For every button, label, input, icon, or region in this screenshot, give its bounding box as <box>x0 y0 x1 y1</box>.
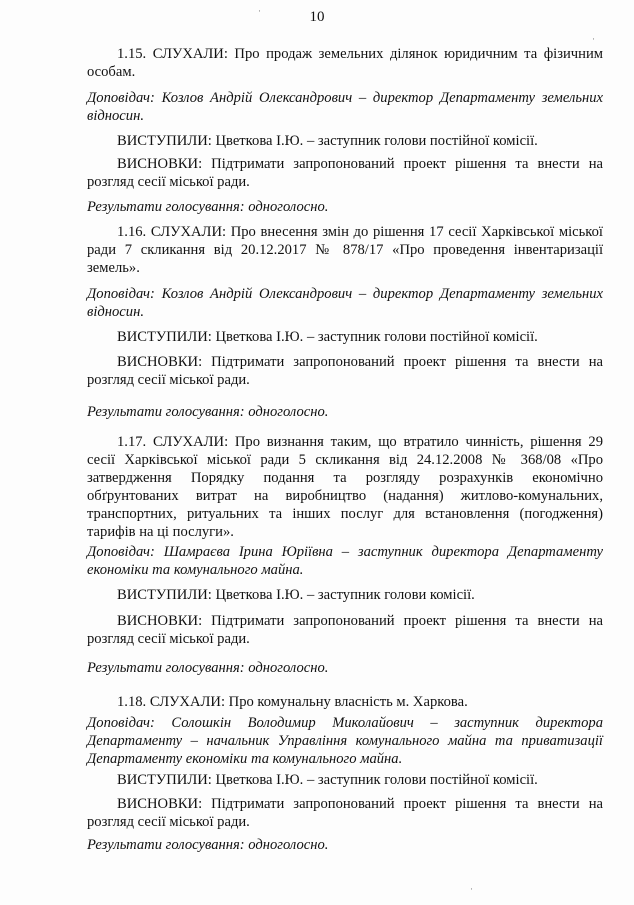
item-1-18-votes: Результати голосування: одноголосно. <box>87 837 329 853</box>
item-1-18-conclusion: ВИСНОВКИ: Підтримати запропонований проект рішення та внести на розгляд сесії міської ради. <box>87 796 603 830</box>
item-1-17-conclusion: ВИСНОВКИ: Підтримати запропонований проект рішення та внести на розгляд сесії міської ради. <box>87 613 603 647</box>
item-1-16-spoke: ВИСТУПИЛИ: Цветкова І.Ю. – заступник голови постійної комісії. <box>117 329 538 345</box>
page-number: 10 <box>309 9 325 25</box>
item-1-16-votes: Результати голосування: одноголосно. <box>87 404 329 420</box>
item-1-17-spoke: ВИСТУПИЛИ: Цветкова І.Ю. – заступник голови комісії. <box>117 587 475 603</box>
scan-speck: · <box>592 34 595 44</box>
scan-speck: · <box>470 884 473 894</box>
item-1-18-spoke: ВИСТУПИЛИ: Цветкова І.Ю. – заступник голови постійної комісії. <box>117 772 538 788</box>
item-1-17-votes: Результати голосування: одноголосно. <box>87 660 329 676</box>
item-1-15-spoke: ВИСТУПИЛИ: Цветкова І.Ю. – заступник голови постійної комісії. <box>117 133 538 149</box>
item-1-17-heard: 1.17. СЛУХАЛИ: Про визнання таким, що втратило чинність, рішення 29 сесії Харківської міської ради 5 скликання від 24.12.2008 № 368/08 «Про затвердження Порядку подання та розгляду розрахунків економічно обґрунтованих витрат на виробництво (надання) житлово-комунальних, транспортних, ритуальних та інших послуг для встановлення (погодження) тарифів на ці послуги». <box>87 434 603 540</box>
item-1-18-speaker: Доповідач: Солошкін Володимир Миколайович – заступник директора Департаменту – начальник Управління комунального майна та приватизації Департаменту економіки та комунального майна. <box>87 715 603 767</box>
item-1-15-heard: 1.15. СЛУХАЛИ: Про продаж земельних ділянок юридичним та фізичним особам. <box>87 46 603 80</box>
scan-speck: · <box>258 6 261 16</box>
item-1-16-speaker: Доповідач: Козлов Андрій Олександрович – директор Департаменту земельних відносин. <box>87 286 603 320</box>
item-1-15-votes: Результати голосування: одноголосно. <box>87 199 329 215</box>
item-1-15-speaker: Доповідач: Козлов Андрій Олександрович – директор Департаменту земельних відносин. <box>87 90 603 124</box>
item-1-16-heard: 1.16. СЛУХАЛИ: Про внесення змін до рішення 17 сесії Харківської міської ради 7 скликання від 20.12.2017 № 878/17 «Про проведення інвентаризації земель». <box>87 224 603 276</box>
item-1-18-heard: 1.18. СЛУХАЛИ: Про комунальну власність м. Харкова. <box>117 694 468 710</box>
item-1-17-speaker: Доповідач: Шамраєва Ірина Юріївна – заступник директора Департаменту економіки та комунального майна. <box>87 544 603 578</box>
item-1-15-conclusion: ВИСНОВКИ: Підтримати запропонований проект рішення та внести на розгляд сесії міської ради. <box>87 156 603 190</box>
item-1-16-conclusion: ВИСНОВКИ: Підтримати запропонований проект рішення та внести на розгляд сесії міської ради. <box>87 354 603 388</box>
